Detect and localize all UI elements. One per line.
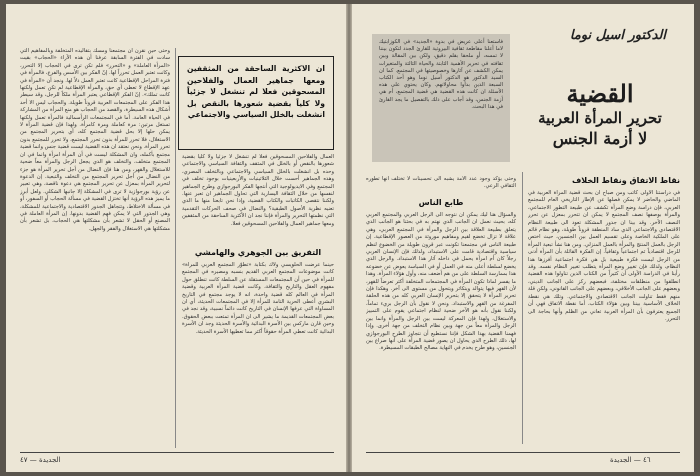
pull-quote: ان الاكثرية الساحقة من المثقفين ومعها جماهير العمال والفلاحين المسحوقين فعلا لم تنشغل لا جزئياً ولا كلياً بقضية شعورها بالنقص بل انشغلت بالخلل السياسي والاجتماعي [178,56,334,150]
left-page [6,4,346,472]
footer-rule [20,452,334,453]
right-page-column-left: والسؤال هنا ليك يمكن ان نتوجه الى الرجل العربي والمجتمع العربي كله، بحيث نعمل ان الجانب الذي نهتم به في بحثنا هو الجانب الذي يتعلق بطبيعة العلاقة بين الرجل والمرأة في المجتمع العربي، وهي علاقة لا تزال تخضع لقيم ومفاهيم موروثة من العصور الإقطاعية. إن طبيعة الناس في مجتمعنا تكونت عبر قرون طويلة من الخضوع لنظم سياسية واقتصادية قامت على الاستبداد، ولذلك فإن الإنسان العربي رجلاً كان أم امرأة يحمل في داخله آثار هذا الاستبداد. والرجل الذي يخضع لسلطة أعلى منه في العمل أو في السياسة يعوض عن خضوعه هذا بممارسة السلطة على من هم أضعف منه، وأول هؤلاء المرأة. وهذا ما يفسر لماذا تكون المرأة في المجتمعات المتخلفة أكثر تعرضاً للقهر، لأن القهر فيها يتوالد ويتكاثر ويتحول من مستوى الى آخر. وهكذا فإن تحرير المرأة لا يتحقق إلا بتحرير الإنسان العربي كله من هذه الحلقة المفرغة من القهر والاستبداد. ونحن لا نقول بأن الرجل بريء تماماً، ولكننا نقول بأنه هو الآخر ضحية لنظام اجتماعي يقوم على التمييز والاستغلال، ولهذا فإن المعركة ليست بين الرجل والمرأة وانما بين الرجل والمرأة معاً من جهة وبين نظام التخلف من جهة أخرى. وإذا فهمنا القضية بهذا الشكل فإننا نستطيع أن نتجاوز الطرح البورجوازي لها، ذلك الطرح الذي يحاول ان يصور قضية المرأة على أنها صراع بين الجنسين، وهو طرح يخدم في النهاية مصالح الطبقات المسيطرة. [366,212,516,352]
page-number: الجديدة — ٤٧ [20,456,61,464]
left-page-column-right-lower: حينما عرضت الحلويسي ولاك بكتابة «تطوّر المجتمع العربي للمرأة» كانت موضوعات المجتمع العربي القديم بنسبه ومصيره في المجتمع للمرأة في حين أن المجتمعات المستقلة عن السلطة كانت تنطلق حول مفهوم العقل والتاريخ والثقافة، وكانت قضية المرأة العربية وقضية المرأة في العالم كله قضية واحدة، انه لا يوجد مجتمع في التاريخ البشري أعطى الحرية التامة للمرأة إلا في المجتمعات الحديثة، أي ان المساواة التي عرفها الإنسان في التاريخ كانت دائماً نسبية، وقد نجد في بعض المجتمعات القديمة ما يشير الى ان المرأة تمتعت ببعض الحقوق. وحين قارن ماركس بين الأسرة البدائية والأسرة الحديثة وجد ان الأسرة البدائية كانت تعطي المرأة حقوقاً أكثر مما تعطيها الأسرة الحديثة. [182,262,334,335]
magazine-spread [6,4,694,472]
section-heading-right: نقاط الاتفاق ونقاط الخلاف [572,176,680,185]
section-subheading: التفريق بين الجوهري والهامشي [194,248,322,257]
title-line-2: تحرير المرأة العربية [538,109,662,127]
column-divider [175,48,176,448]
right-page-column-left-top: وحتى يؤكد وجود عدد الأمة يشبه الى تحسينات لا تختلف أنها تطوره الثقافي الرعي. [366,176,516,190]
column-divider-right [522,172,523,444]
title-line-3: لا أزمة الجنس [552,129,648,148]
section-heading-left: طابع الناس [418,198,464,207]
title-line-1: القضية [566,79,634,108]
author-name: الدكتور اسيل نوما [569,28,666,43]
left-page-column-right-upper: العمال والفلاحين المسحوقين فعلا لم تنشغل لا جزئياً ولا كلياً بقضية شعورها بالنقص أو بالخلل في المثقف والثقافة السياسي والاجتماعي وحده بل انشغلت بالخلل السياسي والاجتماعي وبالتخلف المصري، وهذه الجماهير أحست خلال الثلاثينيات والأربعينيات بوجود تخلف في المجتمع وفي الايديولوجية التي أنتجها الفكر البورجوازي وطرح الجماهير لنفسها من خلال الثقافة اليسارية التي تحاول الجماهير ان تعبر عنها. ولكننا نتقصى الكاتبات والكتاب القضية، وإذا نحن تابعنا منها ما الذي تعنيه نظرية الأصول الطبقية؟ والنضال في صحف الحركات التقدمية التي نظمتها التحرير والمرأة فإننا نجد ان الأكثرية الساحقة من المثقفين ومعها جماهير العمال والفلاحين المسحوقين فعلا. [182,154,334,227]
page-number-right: ٤٦ — الجديدة [610,456,651,464]
right-page-column-right: في دراستنا الأولى كاتب ومن صباح ان بحث قضية المرأة العربية في الماضي والحاضر لا يمكن فصلها عن الإطار التاريخي العام للمجتمع العربي، فإن دراسة وضع المرأة تكشف عن طبيعة التطور الاجتماعي، والمرأة بوصفها نصف المجتمع لا يمكن ان تتحرر بمعزل عن تحرر النصف الآخر. وقد بينا ان جذور المشكلة تعود الى طبيعة النظام الاقتصادي والاجتماعي الذي ساد المنطقة قروناً طويلة، وهو نظام قائم على الملكية الخاصة وعلى تقسيم العمل بين الجنسين، حيث اختص الرجل بالعمل المنتج والمرأة بالعمل المنزلي. ومن هنا نشأ تبعية المرأة للرجل اقتصادياً ثم اجتماعياً وثقافياً. إن الفكرة القائلة بأن المرأة أدنى من الرجل ليست فكرة طبيعية بل هي فكرة اجتماعية أفرزها هذا النظام، ولذلك فإن تغيير وضع المرأة يتطلب تغيير النظام نفسه. وقد رأينا في الدراسة الأولى أن كثيراً من الكتاب الذين تناولوا هذه القضية انطلقوا من منطلقات مختلفة، فبعضهم ركز على الجانب الديني، وبعضهم على الجانب الأخلاقي، وبعضهم على الجانب القانوني، ولكن قلة منهم فقط تناولت الجانب الاقتصادي والاجتماعي. وتلك هي نقطة الخلاف الأساسية بيننا وبين هؤلاء الكتاب، أما نقطة الاتفاق فهي أن الجميع يعترفون بأن المرأة العربية تعاني من الظلم وأنها بحاجة الى التحرر. [528,190,680,322]
left-page-column-left: وحتى حين نقرن أن مجتمعنا ومسك بتقاليده المتخلفة وبالمفاهيم التي سادت في الفترة السابقة عرفنا أن هذه الآراء «الحجاب» بقيت «المرأة العاملة» و «التحرر» فلم تكن ترى في الحجاب إلا التحرر، وكانت تعتبر العمل تحرراً لها. إنّ الفكر بين الأسس والفرع، فالمرأة في فترة المراحل الإقطاعية كانت تعتبر العمل ذلاً لها. ونجد أن «المرأة في عهد الإقطاع لا تعطى أي حق، والمرأة الإقطاعية لم تكن تعمل ولكنها كانت تملك». إنّ الفكر الإقطاعي يعتبر المرأة ملكاً للرجل، وقد سيطر هذا الفكر على المجتمعات العربية قروناً طويلة. والحجاب ليس الا أحد أشكال هذه السيطرة، والقصد من الحجاب هو منع المرأة من المشاركة في الحياة العامة. أما في المجتمعات الرأسمالية فالمرأة تعمل ولكنها تستغل مرتين: مرة كعاملة ومرة كامرأة. ولهذا فإن قضية المرأة لا يمكن حلها إلا بحل قضية المجتمع كله، أي بتحرير المجتمع من الاستغلال، فلا تحرر للمرأة بدون تحرر المجتمع، ولا تحرر للمجتمع بدون تحرر المرأة. ونحن نعتقد ان هذه القضية ليست قضية جنس وانما قضية مجتمع بأكمله، وان المشكلة ليست في أن المرأة امرأة وانما في ان المجتمع متخلف، والتخلف هو الذي يجعل الرجل والمرأة معاً ضحية للاستغلال والقهر، ومن هنا فإن النضال من أجل تحرير المرأة هو جزء من النضال من أجل تحرير المجتمع من التخلف والتبعية. إن الدعوة لتحرير المرأة بمعزل عن تحرير المجتمع هي دعوة ناقصة، وهي تعبير عن رؤية بورجوازية لا ترى في المشكلة إلا جانبها الشكلي. ولعل أبرز ما يميز هذه الرؤية أنها تختزل القضية في مسألة الحجاب أو السفور، أو في مسألة الاختلاط، وتتجاهل الجذور الاقتصادية والاجتماعية للمشكلة، وهي الجذور التي لا يمكن فهم القضية بدونها. إن المرأة العاملة في المصنع أو الحقل لا تشعر بأن مشكلتها هي الحجاب، بل تشعر بأن مشكلتها هي الاستغلال والفقر والجهل. [20,48,170,232]
footer-rule-right [366,452,680,453]
intro-box: فاستعنا أعلى عريض في بدوة «الجديد» في الكوزابتيك لاما أعلنا مقاطعة ثقافية البيروتية للقارئ الجدد لتكون بيننا لا تمسه، أو ملحقا بقلم دقيق، ولكن بين المقالة وبين ثقافته في تحرير الأهمية الثابتة والحياة الثالثة والمتغيرات يمكن الكشف عن آثارها وخصوصيتها في المجتمع. كما ان السيد الدكتور هو الدكتور أسيل نوما وهو أحد الكتاب السبعة الذين بدأوا محاولاتهم. وكان يحتوي على هذه الأسئلة ان كانت هذه القضية هي قضية المجتمع، أم هي أزمة الجنس، وقد أجاب على ذلك بالتفصيل ما يجد القارئ في هذا البحث. [372,34,510,162]
article-title [520,80,680,150]
right-page [352,4,694,472]
